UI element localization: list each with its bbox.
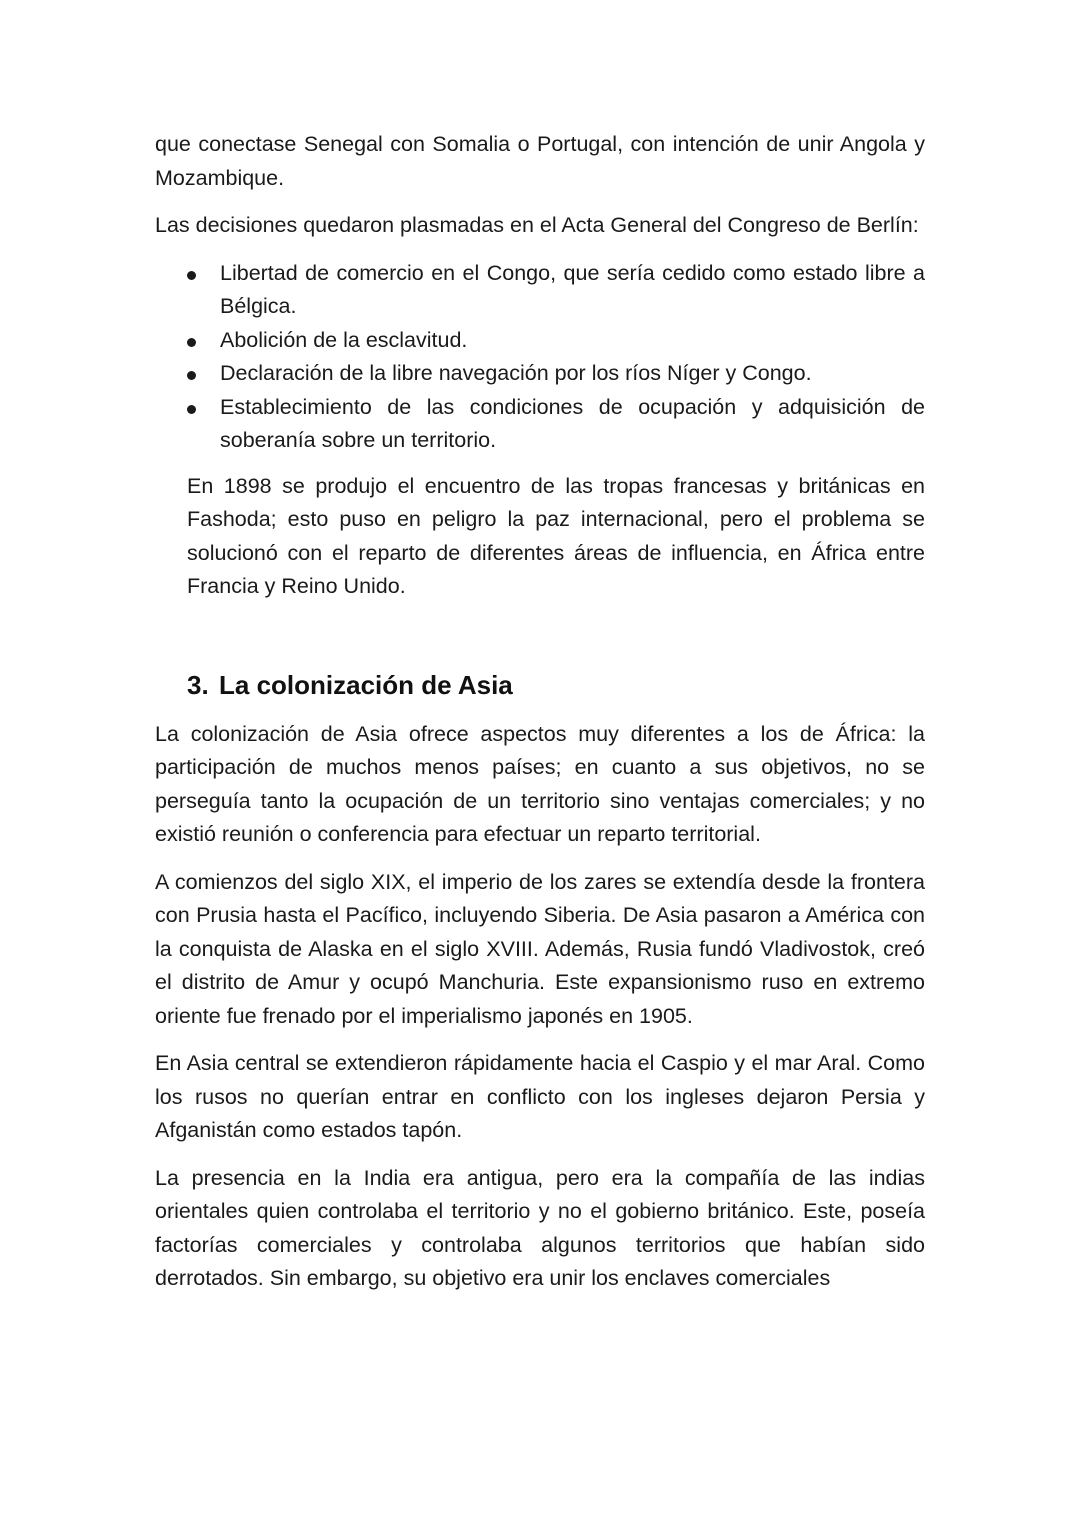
list-item [155,357,925,391]
asia-paragraph-2: A comienzos del siglo XIX, el imperio de los zares se extendía desde la frontera con Prusia hasta el Pacífico, incluyendo Siberia. De Asia pasaron a América con la conquista de Alaska en el siglo XVIII. Además, Rusia fundó Vladivostok, creó el distrito de Amur y ocupó Manchuria. Este expansionismo ruso en extremo oriente fue frenado por el imperialismo japonés en 1905. [155,869,925,1028]
list-item-text: Declaración de la libre navegación por los ríos Níger y Congo. [220,361,812,385]
bullet-icon [187,371,196,380]
section-number: 3. [187,669,209,700]
asia-paragraph-1: La colonización de Asia ofrece aspectos muy diferentes a los de África: la participación de muchos menos países; en cuanto a sus objetivos, no se perseguía tanto la ocupación de un territorio sino ventajas comerciales; y no existió reunión o conferencia para efectuar un reparto territorial. [155,721,925,846]
section-heading [187,668,925,702]
bullet-icon [187,271,196,280]
list-item [155,324,925,358]
asia-paragraph-4: La presencia en la India era antigua, pero era la compañía de las indias orientales quien controlaba el territorio y no el gobierno británico. Este, poseía factorías comerciales y controlaba algunos territorios que habían sido derrotados. Sin embargo, su objetivo era unir los enclaves comerciales [155,1165,925,1290]
list-item [155,257,925,324]
section-title: La colonización de Asia [219,669,513,700]
list-item [155,391,925,458]
list-item-text: Abolición de la esclavitud. [220,327,468,352]
intro-paragraph-2: Las decisiones quedaron plasmadas en el Acta General del Congreso de Berlín: [155,213,919,237]
intro-paragraph-1: que conectase Senegal con Somalia o Portugal, con intención de unir Angola y Mozambique. [155,132,925,190]
bullet-icon [187,338,196,347]
list-item-text: Libertad de comercio en el Congo, que sería cedido como estado libre a Bélgica. [220,260,925,318]
list-item-text: Establecimiento de las condiciones de ocupación y adquisición de soberanía sobre un territorio. [220,394,925,452]
bullet-icon [187,405,196,414]
document-page [155,128,925,1310]
berlin-act-list [155,257,925,458]
asia-paragraph-3: En Asia central se extendieron rápidamente hacia el Caspio y el mar Aral. Como los rusos no querían entrar en conflicto con los ingleses dejaron Persia y Afganistán como estados tapón. [155,1051,925,1142]
fashoda-paragraph: En 1898 se produjo el encuentro de las tropas francesas y británicas en Fashoda; esto puso en peligro la paz internacional, pero el problema se solucionó con el reparto de diferentes áreas de influencia, en África entre Francia y Reino Unido. [187,473,925,598]
